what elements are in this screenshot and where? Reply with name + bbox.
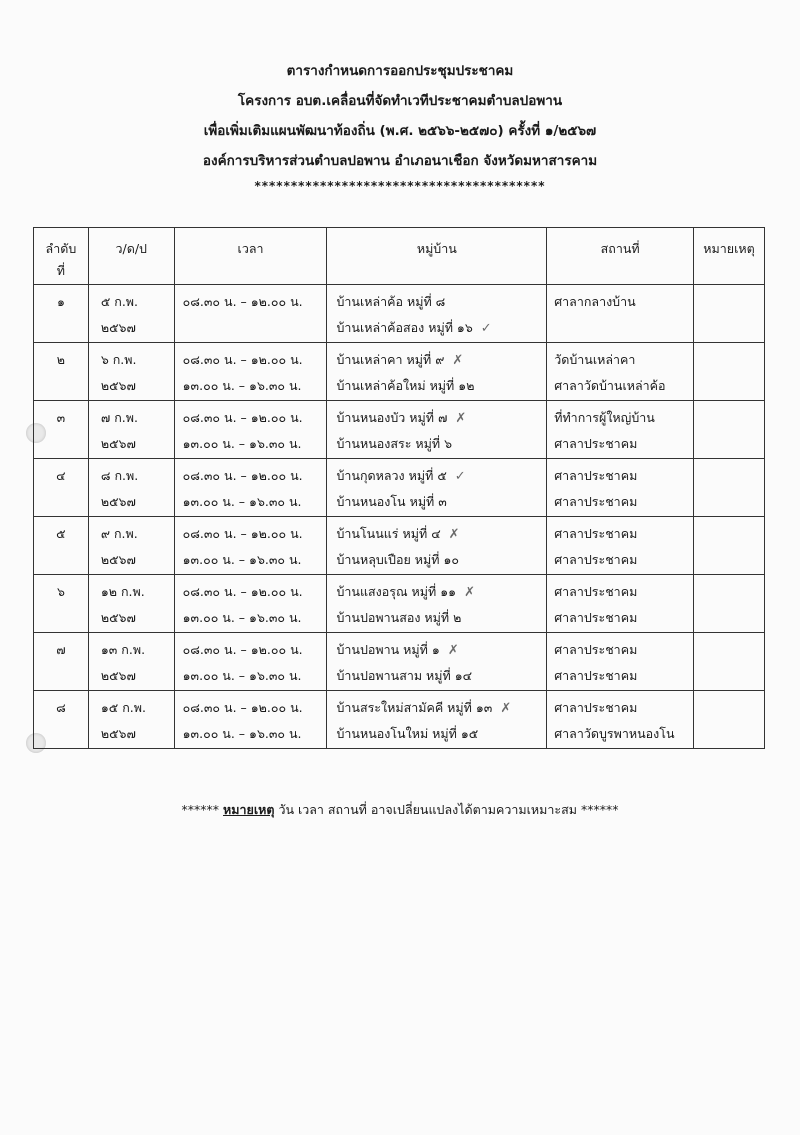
cell-time: ๐๘.๓๐ น. – ๑๒.๐๐ น. <box>174 285 327 343</box>
cell-note <box>694 633 765 691</box>
cell-date: ๗ ก.พ. ๒๕๖๗ <box>88 401 174 459</box>
cell-place: ศาลาประชาคม ศาลาวัดบูรพาหนองโน <box>547 691 694 749</box>
village-line-1: บ้านหนองบัว หมู่ที่ ๗ <box>336 410 448 425</box>
cell-no: ๗ <box>34 633 89 691</box>
footer-note: ****** หมายเหตุ วัน เวลา สถานที่ อาจเปลี่ยนแปลงได้ตามความเหมาะสม ****** <box>181 802 619 817</box>
cell-village <box>327 285 547 343</box>
table-row <box>34 459 765 517</box>
cell-note <box>694 459 765 517</box>
document-header <box>0 56 800 196</box>
header-date: ว/ด/ป <box>88 228 174 285</box>
title-line-2: โครงการ อบต.เคลื่อนที่จัดทำเวทีประชาคมตำบลปอพาน <box>237 93 563 109</box>
village-line-1: บ้านกุดหลวง หมู่ที่ ๕ <box>336 468 447 483</box>
table-row <box>34 575 765 633</box>
footer-label: หมายเหตุ <box>223 802 275 817</box>
cell-note <box>694 285 765 343</box>
village-line-2: บ้านหลุบเปือย หมู่ที่ ๑๐ <box>336 552 460 567</box>
cell-no: ๕ <box>34 517 89 575</box>
schedule-table <box>33 227 765 749</box>
header-place: สถานที่ <box>547 228 694 285</box>
handwritten-mark: ✗ <box>448 527 460 542</box>
cell-village <box>327 633 547 691</box>
cell-no: ๓ <box>34 401 89 459</box>
table-row <box>34 285 765 343</box>
cell-date: ๑๕ ก.พ. ๒๕๖๗ <box>88 691 174 749</box>
table-row <box>34 691 765 749</box>
cell-village <box>327 517 547 575</box>
cell-no: ๑ <box>34 285 89 343</box>
village-line-1: บ้านปอพาน หมู่ที่ ๑ <box>336 642 440 657</box>
table-row <box>34 633 765 691</box>
title-line-3: เพื่อเพิ่มเติมแผนพัฒนาท้องถิ่น (พ.ศ. ๒๕๖๖-๒๕๗๐) ครั้งที่ ๑/๒๕๖๗ <box>203 123 597 139</box>
cell-date: ๑๒ ก.พ. ๒๕๖๗ <box>88 575 174 633</box>
table-header-row <box>34 228 765 285</box>
village-line-1: บ้านเหล่าคา หมู่ที่ ๙ <box>336 352 445 367</box>
cell-date: ๕ ก.พ. ๒๕๖๗ <box>88 285 174 343</box>
village-line-1: บ้านแสงอรุณ หมู่ที่ ๑๑ <box>336 584 457 599</box>
cell-place: ศาลาประชาคม ศาลาประชาคม <box>547 517 694 575</box>
footer-text: วัน เวลา สถานที่ อาจเปลี่ยนแปลงได้ตามความเหมาะสม <box>278 802 581 817</box>
cell-time: ๐๘.๓๐ น. – ๑๒.๐๐ น. ๑๓.๐๐ น. – ๑๖.๓๐ น. <box>174 401 327 459</box>
cell-date: ๙ ก.พ. ๒๕๖๗ <box>88 517 174 575</box>
cell-village <box>327 691 547 749</box>
cell-note <box>694 691 765 749</box>
title-line-1: ตารางกำหนดการออกประชุมประชาคม <box>286 63 514 79</box>
cell-note <box>694 343 765 401</box>
village-line-1: บ้านเหล่าค้อ หมู่ที่ ๘ <box>336 294 446 309</box>
cell-place: ศาลากลางบ้าน <box>547 285 694 343</box>
cell-no: ๔ <box>34 459 89 517</box>
cell-village <box>327 575 547 633</box>
cell-time: ๐๘.๓๐ น. – ๑๒.๐๐ น. ๑๓.๐๐ น. – ๑๖.๓๐ น. <box>174 575 327 633</box>
cell-date: ๘ ก.พ. ๒๕๖๗ <box>88 459 174 517</box>
village-line-1: บ้านสระใหม่สามัคคี หมู่ที่ ๑๓ <box>336 700 493 715</box>
cell-note <box>694 517 765 575</box>
cell-place: ศาลาประชาคม ศาลาประชาคม <box>547 575 694 633</box>
header-no: ลำดับ ที่ <box>34 228 89 285</box>
cell-time: ๐๘.๓๐ น. – ๑๒.๐๐ น. ๑๓.๐๐ น. – ๑๖.๓๐ น. <box>174 691 327 749</box>
cell-place: ศาลาประชาคม ศาลาประชาคม <box>547 633 694 691</box>
cell-place: ที่ทำการผู้ใหญ่บ้าน ศาลาประชาคม <box>547 401 694 459</box>
table-row <box>34 517 765 575</box>
cell-time: ๐๘.๓๐ น. – ๑๒.๐๐ น. ๑๓.๐๐ น. – ๑๖.๓๐ น. <box>174 343 327 401</box>
handwritten-mark: ✓ <box>454 469 466 484</box>
handwritten-mark: ✓ <box>480 321 492 336</box>
village-line-2: บ้านหนองสระ หมู่ที่ ๖ <box>336 436 453 451</box>
village-line-2: บ้านเหล่าค้อใหม่ หมู่ที่ ๑๒ <box>336 378 475 393</box>
cell-place: วัดบ้านเหล่าคา ศาลาวัดบ้านเหล่าค้อ <box>547 343 694 401</box>
village-line-1: บ้านโนนแร่ หมู่ที่ ๔ <box>336 526 441 541</box>
village-line-2: บ้านหนองโน หมู่ที่ ๓ <box>336 494 447 509</box>
header-note: หมายเหตุ <box>694 228 765 285</box>
table-row <box>34 343 765 401</box>
handwritten-mark: ✗ <box>500 701 512 716</box>
header-village: หมู่บ้าน <box>327 228 547 285</box>
table-row <box>34 401 765 459</box>
star-divider: **************************************** <box>254 179 546 193</box>
cell-village <box>327 401 547 459</box>
village-line-2: บ้านหนองโนใหม่ หมู่ที่ ๑๕ <box>336 726 479 741</box>
handwritten-mark: ✗ <box>455 411 467 426</box>
cell-time: ๐๘.๓๐ น. – ๑๒.๐๐ น. ๑๓.๐๐ น. – ๑๖.๓๐ น. <box>174 633 327 691</box>
cell-time: ๐๘.๓๐ น. – ๑๒.๐๐ น. ๑๓.๐๐ น. – ๑๖.๓๐ น. <box>174 517 327 575</box>
village-line-2: บ้านปอพานสอง หมู่ที่ ๒ <box>336 610 462 625</box>
cell-no: ๖ <box>34 575 89 633</box>
cell-place: ศาลาประชาคม ศาลาประชาคม <box>547 459 694 517</box>
handwritten-mark: ✗ <box>464 585 476 600</box>
cell-note <box>694 401 765 459</box>
cell-note <box>694 575 765 633</box>
handwritten-mark: ✗ <box>452 353 464 368</box>
cell-date: ๑๓ ก.พ. ๒๕๖๗ <box>88 633 174 691</box>
cell-date: ๖ ก.พ. ๒๕๖๗ <box>88 343 174 401</box>
cell-village <box>327 459 547 517</box>
village-line-2: บ้านปอพานสาม หมู่ที่ ๑๔ <box>336 668 473 683</box>
cell-village <box>327 343 547 401</box>
cell-no: ๒ <box>34 343 89 401</box>
title-line-4: องค์การบริหารส่วนตำบลปอพาน อำเภอนาเชือก จังหวัดมหาสารคาม <box>202 153 598 169</box>
cell-no: ๘ <box>34 691 89 749</box>
village-line-2: บ้านเหล่าค้อสอง หมู่ที่ ๑๖ <box>336 320 473 335</box>
header-time: เวลา <box>174 228 327 285</box>
cell-time: ๐๘.๓๐ น. – ๑๒.๐๐ น. ๑๓.๐๐ น. – ๑๖.๓๐ น. <box>174 459 327 517</box>
handwritten-mark: ✗ <box>447 643 459 658</box>
